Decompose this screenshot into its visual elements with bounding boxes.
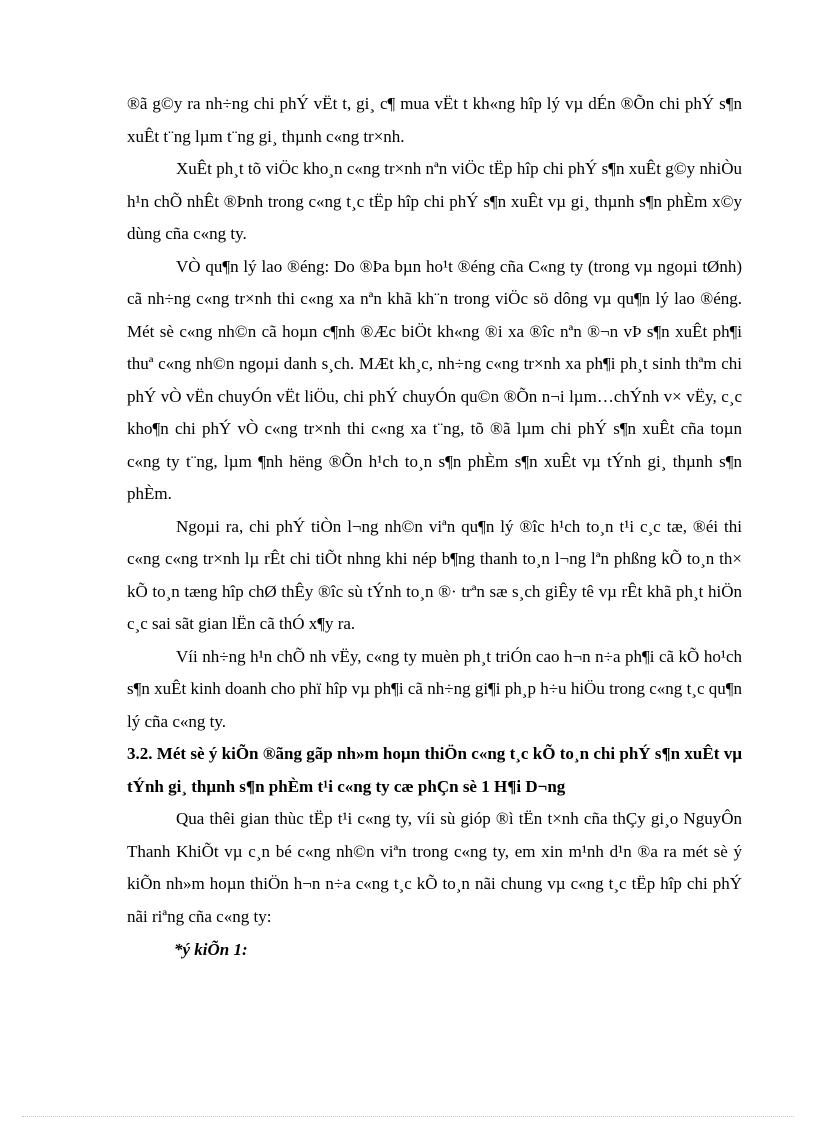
paragraph-internship: Qua thêi gian thùc tËp t¹i c«ng ty, víi sù gióp ®ì tËn t×nh cña thÇy gi¸o NguyÔn Thanh KhiÕt vµ c¸n bé c«ng nh©n viªn trong c«ng ty, em xin m¹nh d¹n ®a ra mét sè ý kiÕn nh»m hoµn thiÖn h¬n n÷a c«ng t¸c kÕ to¸n nãi chung vµ c«ng t¸c tËp hîp chi phÝ nãi riªng cña c«ng ty: [127,809,742,926]
page-bottom-divider [22,1116,794,1117]
paragraph-cost-increase: ®ã g©y ra nh÷ng chi phÝ vËt t, gi¸ c¶ mua vËt t kh«ng hîp lý vµ dÉn ®Õn chi phÝ s¶n xuÊt t¨ng lµm t¨ng gi¸ thµnh c«ng tr×nh. [127,94,742,146]
paragraph-salary-costs: Ngoµi ra, chi phÝ tiÒn l¬ng nh©n viªn qu¶n lý ®îc h¹ch to¸n t¹i c¸c tæ, ®éi thi c«ng c«ng tr×nh lµ rÊt chi tiÕt nhng khi nép b¶ng thanh to¸n l¬ng lªn phßng kÕ to¸n th× kÕ to¸n tæng hîp chØ thÊy ®îc sù tÝnh to¸n ®· trªn sæ s¸ch giÊy tê vµ rÊt khã ph¸t hiÖn c¸c sai sãt gian lËn cã thÓ x¶y ra. [127,516,742,633]
section-heading: 3.2. Mét sè ý kiÕn ®ãng gãp nh»m hoµn thiÖn c«ng t¸c kÕ to¸n chi phÝ s¶n xuÊt vµ tÝnh gi¸ thµnh s¶n phÈm t¹i c«ng ty cæ phÇn sè 1 H¶i D¬ng [127,744,742,796]
paragraph-limitations: Víi nh÷ng h¹n chÕ nh vËy, c«ng ty muèn ph¸t triÓn cao h¬n n÷a ph¶i cã kÕ ho¹ch s¶n xuÊt kinh doanh cho phï hîp vµ ph¶i cã nh÷ng gi¶i ph¸p h÷u hiÖu trong c«ng t¸c qu¶n lý cña c«ng ty. [127,646,742,731]
paragraph-contracting: XuÊt ph¸t tõ viÖc kho¸n c«ng tr×nh nªn viÖc tËp hîp chi phÝ s¶n xuÊt g©y nhiÒu h¹n chÕ nhÊt ®Þnh trong c«ng t¸c tËp hîp chi phÝ s¶n xuÊt vµ gi¸ thµnh s¶n phÈm x©y dùng cña c«ng ty. [127,159,742,243]
opinion-subheading: *ý kiÕn 1: [174,940,248,959]
paragraph-labor-management: VÒ qu¶n lý lao ®éng: Do ®Þa bµn ho¹t ®éng cña C«ng ty (trong vµ ngoµi tØnh) cã nh÷ng c«ng tr×nh thi c«ng xa nªn khã kh¨n trong viÖc sö dông vµ qu¶n lý lao ®éng. Mét sè c«ng nh©n cã hoµn c¶nh ®Æc biÖt kh«ng ®i xa ®îc nªn ®¬n vÞ s¶n xuÊt ph¶i thuª c«ng nh©n ngoµi danh s¸ch. MÆt kh¸c, nh÷ng c«ng tr×nh xa ph¶i ph¸t sinh thªm chi phÝ vÒ vËn chuyÓn vËt liÖu, chi phÝ chuyÓn qu©n ®Õn n¬i lµm…chÝnh v× vËy, c¸c kho¶n chi phÝ vÒ c«ng tr×nh thi c«ng xa t¨ng, tõ ®ã lµm chi phÝ s¶n xuÊt cña toµn c«ng ty t¨ng, lµm ¶nh hëng ®Õn h¹ch to¸n s¶n phÈm s¶n xuÊt vµ tÝnh gi¸ thµnh s¶n phÈm. [127,256,742,503]
page-content [127,88,742,967]
